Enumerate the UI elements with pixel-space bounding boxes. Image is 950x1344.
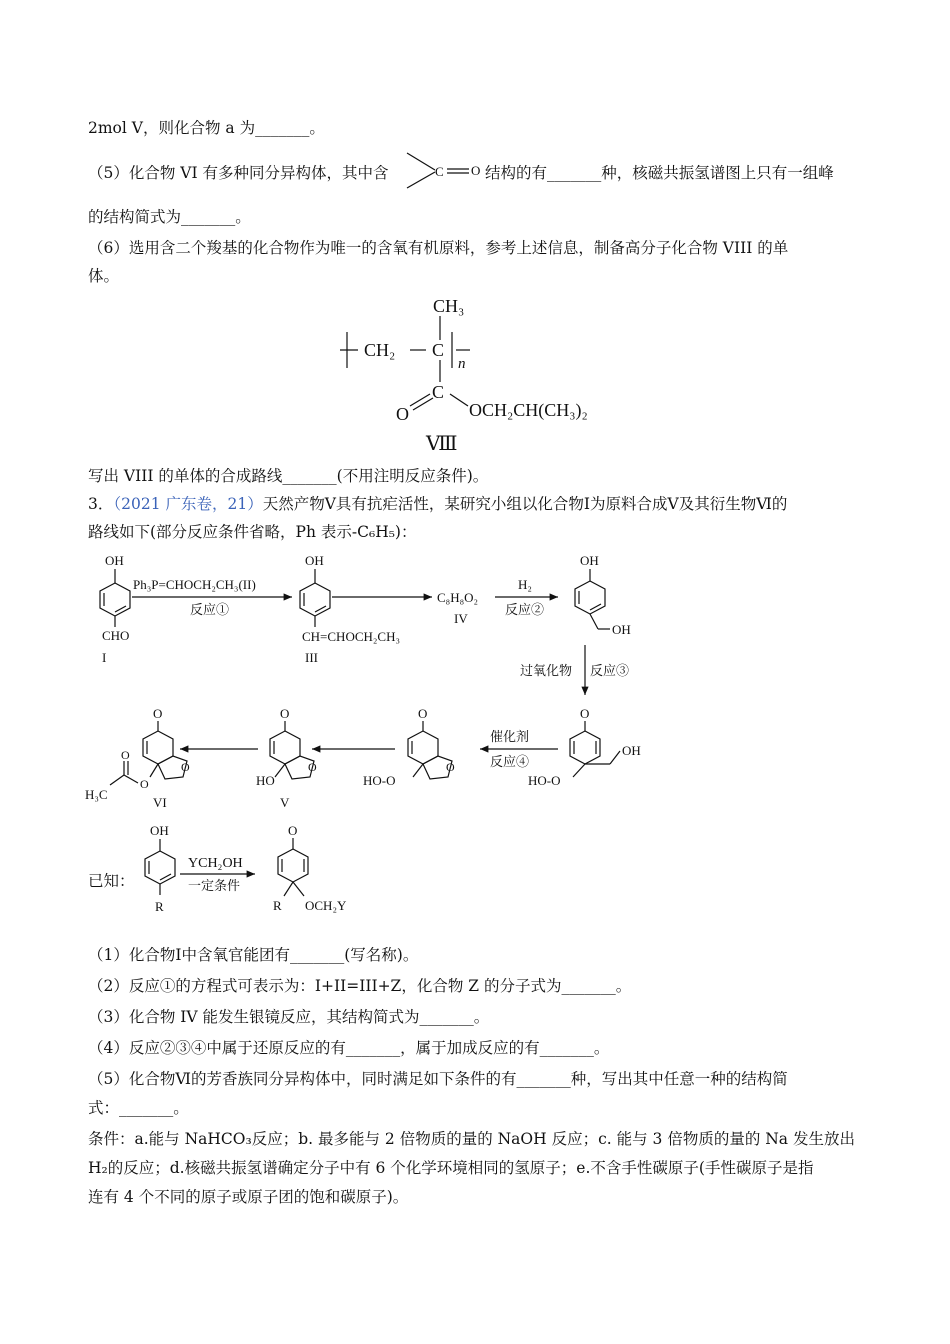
svg-text:CH₃: CH₃	[433, 296, 465, 316]
svg-text:O: O	[308, 760, 317, 774]
svg-text:CHO: CHO	[102, 628, 130, 643]
svg-text:OH: OH	[105, 553, 124, 568]
svg-text:H₃C: H₃C	[85, 787, 108, 802]
subquestion-5-cont: 式：_______。	[88, 1099, 189, 1117]
synthesis-scheme	[80, 545, 680, 925]
svg-text:HO: HO	[256, 773, 275, 788]
svg-text:OH: OH	[580, 553, 599, 568]
known-label: 已知：	[88, 872, 135, 890]
svg-text:OH: OH	[150, 823, 169, 838]
question-5-part-b: 结构的有_______种，核磁共振氢谱图上只有一组峰	[485, 164, 834, 182]
known-reaction	[145, 823, 347, 914]
svg-text:R: R	[273, 898, 282, 913]
subquestion-2: （2）反应①的方程式可表示为：I+II=III+Z，化合物 Z 的分子式为_______。	[88, 977, 632, 995]
svg-text:VI: VI	[153, 795, 167, 810]
question-6-line-1: （6）选用含二个羧基的化合物作为唯一的含氧有机原料，参考上述信息，制备高分子化合物 VIII 的单	[88, 239, 789, 257]
compound-bicyclic-hydroperoxide	[363, 706, 455, 788]
svg-text:反应②: 反应②	[505, 602, 545, 617]
compound-phenol-alcohol	[575, 553, 631, 637]
text-line-1: 2mol V，则化合物 a 为_______。	[88, 119, 325, 137]
svg-text:反应①: 反应①	[190, 602, 230, 617]
polymer-viii-structure	[330, 290, 630, 465]
svg-text:V: V	[280, 795, 290, 810]
compound-hydroperoxide	[528, 706, 641, 788]
question-6-line-2: 体。	[88, 267, 120, 285]
svg-text:OCH₂CH(CH₃)₂: OCH₂CH(CH₃)₂	[469, 400, 588, 420]
svg-text:I: I	[102, 650, 107, 665]
compound-iii	[300, 553, 400, 665]
carbonyl-o: O	[471, 163, 481, 178]
svg-text:O: O	[580, 706, 590, 721]
svg-text:OH: OH	[622, 743, 641, 758]
svg-text:反应③: 反应③	[590, 663, 630, 678]
svg-text:催化剂: 催化剂	[490, 729, 530, 744]
svg-text:CH=CHOCH₂CH₃: CH=CHOCH₂CH₃	[302, 629, 401, 644]
question-3-number: 3．	[88, 495, 114, 513]
conditions-line-1: 条件：a.能与 NaHCO₃反应；b. 最多能与 2 倍物质的量的 NaOH 反应；c. 能与 3 倍物质的量的 Na 发生放出	[88, 1130, 855, 1148]
question-5-part-a: （5）化合物 VI 有多种同分异构体，其中含	[88, 164, 389, 182]
svg-text:n: n	[458, 356, 466, 372]
svg-text:III: III	[305, 650, 318, 665]
svg-text:HO-O: HO-O	[528, 773, 561, 788]
compound-i	[100, 553, 130, 665]
svg-text:Ph₃P=CHOCH₂CH₃(II): Ph₃P=CHOCH₂CH₃(II)	[133, 577, 256, 592]
svg-text:反应④: 反应④	[490, 754, 530, 769]
svg-text:O: O	[418, 706, 428, 721]
svg-text:C₈H₈O₂: C₈H₈O₂	[437, 590, 479, 605]
svg-text:O: O	[121, 748, 130, 762]
compound-vi	[85, 706, 190, 810]
conditions-line-2: H₂的反应；d.核磁共振氢谱确定分子中有 6 个化学环境相同的氢原子；e.不含手性碳原子(手性碳原子是指	[88, 1159, 814, 1177]
subquestion-1: （1）化合物Ⅰ中含氧官能团有_______(写名称)。	[88, 946, 419, 964]
question-3-header	[88, 493, 787, 515]
svg-text:OH: OH	[612, 622, 631, 637]
svg-text:C: C	[432, 340, 445, 360]
svg-text:IV: IV	[454, 611, 468, 626]
question-6-line-3: 写出 VIII 的单体的合成路线_______(不用注明反应条件)。	[88, 467, 489, 485]
svg-text:H₂: H₂	[518, 577, 532, 592]
carbonyl-structure	[405, 150, 485, 192]
svg-text:HO-O: HO-O	[363, 773, 396, 788]
svg-text:O: O	[140, 777, 149, 791]
svg-text:O: O	[153, 706, 163, 721]
compound-v	[256, 706, 317, 810]
svg-text:C: C	[432, 382, 445, 402]
question-3-text: 天然产物Ⅴ具有抗疟活性，某研究小组以化合物Ⅰ为原料合成Ⅴ及其衍生物Ⅵ的	[262, 495, 788, 513]
text-line-3: 的结构简式为_______。	[88, 208, 251, 226]
svg-text:过氧化物: 过氧化物	[520, 663, 573, 678]
svg-text:OCH₂Y: OCH₂Y	[305, 898, 347, 913]
svg-text:YCH₂OH: YCH₂OH	[188, 856, 243, 871]
subquestion-3: （3）化合物 IV 能发生银镜反应，其结构简式为_______。	[88, 1008, 490, 1026]
svg-text:Ⅷ: Ⅷ	[426, 433, 458, 455]
svg-text:O: O	[181, 760, 190, 774]
question-3-line-2: 路线如下(部分反应条件省略，Ph 表示-C₆H₅)：	[88, 523, 417, 541]
svg-text:一定条件: 一定条件	[188, 878, 241, 893]
carbonyl-c: C	[435, 164, 444, 179]
conditions-line-3: 连有 4 个不同的原子或原子团的饱和碳原子)。	[88, 1188, 409, 1206]
svg-text:O: O	[396, 404, 409, 424]
svg-text:O: O	[280, 706, 290, 721]
svg-text:O: O	[288, 823, 298, 838]
svg-text:O: O	[446, 760, 455, 774]
svg-text:CH₂: CH₂	[364, 340, 396, 360]
svg-text:OH: OH	[305, 553, 324, 568]
svg-text:R: R	[155, 899, 164, 914]
subquestion-4: （4）反应②③④中属于还原反应的有_______，属于加成反应的有_______。	[88, 1039, 610, 1057]
subquestion-5: （5）化合物Ⅵ的芳香族同分异构体中，同时满足如下条件的有_______种，写出其中任意一种的结构简	[88, 1070, 788, 1088]
question-3-source: （2021 广东卷，21）	[113, 495, 263, 513]
